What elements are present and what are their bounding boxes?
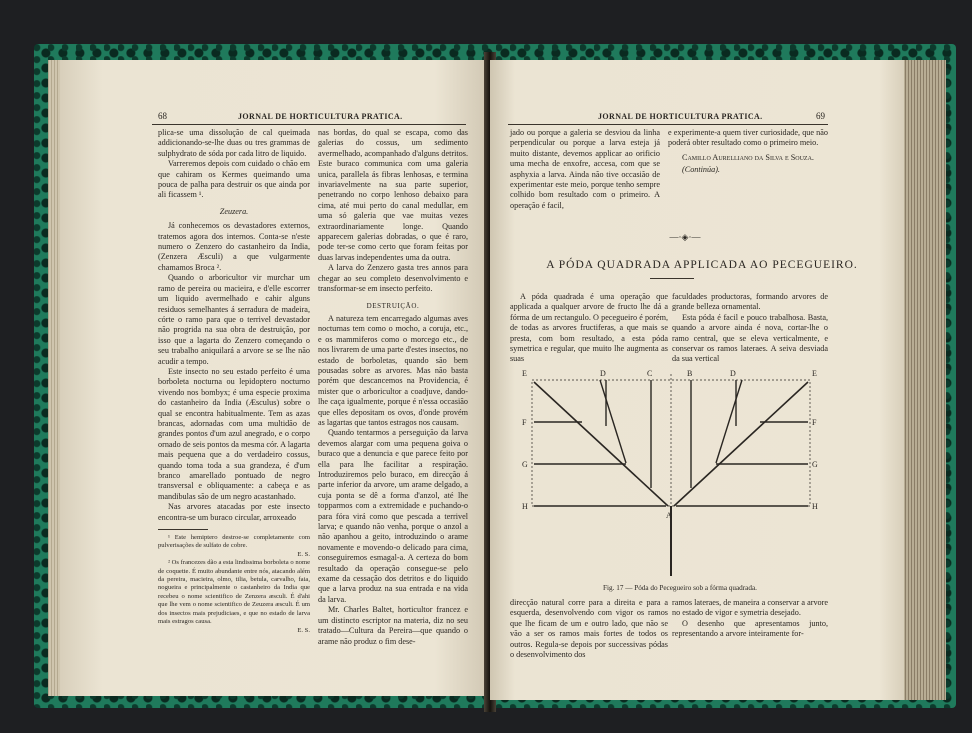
right-inner-branch (716, 380, 742, 463)
title-rule (650, 278, 694, 279)
figure-label-g: G (812, 460, 818, 469)
paragraph: A póda quadrada é uma operação que applicada a qualquer arvore de fructo lhe dá a fórma de um rectangulo. O pecegueiro é porém, de todas as arvores fructiferas, a que mais se presta, com bom resultado, a esta póda symetrica e regular, que muito lhe augmenta as suas (510, 292, 668, 364)
right-top-column-2 (668, 128, 828, 176)
left-page (60, 60, 486, 696)
right-page-edges (902, 60, 946, 700)
figure-label-e: E (522, 369, 527, 378)
figure-label-c: C (647, 369, 653, 378)
header-rule (508, 124, 828, 125)
article-column-1 (510, 292, 668, 365)
footnote-signature: E. S. (297, 550, 310, 558)
page-number: 68 (158, 111, 167, 121)
section-heading: DESTRUIÇÃO. (366, 301, 420, 310)
figure-label-d: D (600, 369, 606, 378)
ornament-divider: —·◈·— (669, 232, 701, 242)
paragraph: direcção natural corre para a direita e para a esquerda, desenvolvendo com vigor os ramos que lhe ficam de um e outro lado, que não se vão a ser os ramos mais fortes de todos os outros. Regula-se depois por successivas pódas o desenvolvimento dos (510, 598, 668, 660)
continua-note: (Continúa). (682, 165, 720, 175)
right-main-branch (674, 382, 808, 506)
paragraph: Quando o arboricultor vir murchar um ramo de pereira ou macieira, e d'elle escorrer um liquido avermelhado e cahir alguns residuos semelhantes á serradura de madeira, córte o ramo para que o terrivel devastador não progrida na sua obra de destruição, por isso que a lagarta do Zenzero começando o seu trabalho aniquilará a arvore se se lhe não acudir a tempo. (158, 273, 310, 366)
paragraph: e experimente-a quem tiver curiosidade, que não poderá obter resultado como o primeiro meio. (668, 128, 828, 148)
paragraph: Mr. Charles Baltet, horticultor francez e um distincto escriptor na materia, diz no seu tratado—Cultura da Pereira—que quando o arame não produz o fim dese- (318, 605, 468, 646)
article-title: A PÓDA QUADRADA APPLICADA AO PECEGUEIRO. (546, 259, 858, 271)
left-column-2 (318, 128, 468, 647)
left-column-1 (158, 128, 310, 635)
paragraph: faculdades productoras, formando arvores de grande belleza ornamental. (672, 292, 828, 312)
article-column-2 (672, 292, 828, 365)
footnote-signature: E. S. (297, 626, 310, 634)
paragraph: A natureza tem encarregado algumas aves nocturnas tem como o mocho, a coruja, etc., e os mammiferos como o morcego etc., de nos livrarem de uma parte d'estes insectos, no estado de borboletas, quando são bem pousadas sobre as arvores. Mas não basta porém que descancemos na Providencia, é mister que o arboricultor a coadjuve, dando-lhe caça igualmente, porque é n'essa occasião que elles depositam os ovos, d'onde provém as lagartas que tantos estragos nos causam. (318, 313, 468, 427)
paragraph: Varreremos depois com cuidado o chão em que cahiram os Kermes queimando uma pouca de palha para destruir os que ainda por ali ficassem ¹. (158, 159, 310, 200)
figure-label-h: H (812, 502, 818, 511)
paragraph: Este insecto no seu estado perfeito é uma borboleta nocturna ou lepidoptero nocturno vivendo nos bombyx; é uma especie proxima do castanheiro da India (Æsculus) sobre o qual se encontra habitualmente. Tem as azas brancas, adornadas com uma multidão de grandes pontos d'um azul anegrado, e o corpo ornado de seis pontos da mesma cór. A lagarta mais pequena que a do verdadeiro cossus, quando toma toda a sua grandeza, é d'um branco amarellado pontuado de negro transversal e obliquamente: a cabeça e as mandibulas são de um negro acastanhado. (158, 366, 310, 501)
figure-label-f: F (812, 418, 817, 427)
paragraph: Já conhecemos os devastadores externos, tratemos agora dos internos. Conta-se n'este numero o Zenzero do castanheiro da India, (Zenzera Æsculi) a que vulgarmente chamamos Broca ². (158, 221, 310, 272)
pruning-diagram (516, 366, 826, 580)
footnote: ¹ Este hemiptero destroe-se completamente com pulverisações de sulfato de cobre. (158, 534, 310, 550)
header-rule (152, 124, 466, 125)
figure-label-a: A (666, 511, 672, 520)
paragraph: nas bordas, do qual se escapa, como das galerias do cossus, um sedimento avermelhado, acompanhado d'alguns detritos. Este buraco communica com uma galeria unica, parallela ás fibras lenhosas, e termina invariavelmente na sua parte superior, penetrando no corpo lenhoso debaixo para cima, até mui perto do canal medullar, em uma só galeria que vae muitas vezes extraordinariamente longe. Quando apparecem galerias dobradas, o que é raro, pode ter-se como certo que foram feitas por duas larvas independentes uma da outra. (318, 128, 468, 262)
footnote: ² Os francezes dão a esta lindissima borboleta o nome de coquette. É muito abundante entre nós, atacando além da pereira, macieira, olmo, tilia, betula, carvalho, faia, nogueira e principalmente o castanheiro da India que recebeu o nome scientifico de Zenzera æsculi. É d'ahi que lhe vem o nome scientifico de Zeuzera æsculi. É um dos insectos mais prejudiciaes, e que no estado de larva mais estragos causa. (158, 559, 310, 626)
paragraph: Nas arvores atacadas por este insecto encontra-se um buraco circular, arroxeado (158, 502, 310, 522)
footnote-rule (158, 529, 208, 530)
running-head: JORNAL DE HORTICULTURA PRATICA. (598, 112, 763, 121)
page-number: 69 (816, 111, 825, 121)
left-main-branch (534, 382, 668, 506)
paragraph: A larva do Zenzero gasta tres annos para chegar ao seu completo desenvolvimento e transformar-se em insecto perfeito. (318, 263, 468, 294)
paragraph: jado ou porque a galeria se desviou da linha perpendicular ou porque a larva esteja já muito distante, devemos applicar ao orificio uma mecha de enxofre, accesa, com que se asphyxia a larva. Ainda não tive occasião de experimentar este meio, porque tenho sempre colhido bom resultado com o primeiro. A operação é facil, (510, 128, 660, 210)
paragraph: plica-se uma dissolução de cal queimada addicionando-se-lhe duas ou tres grammas de sulphydrato de sóda por cada litro de liquido. (158, 128, 310, 158)
figure-label-e: E (812, 369, 817, 378)
bottom-column-1 (510, 598, 668, 660)
section-heading: Zeuzera. (219, 206, 249, 216)
paragraph: Quando tentarmos a perseguição da larva devemos alargar com uma pequena goiva o buraco que a denuncia e que parece feito por ella para lhe facilitar a respiração. Introduziremos pelo buraco, em direcção á parte inferior da arvore, um arame delgado, a cuja ponta se dê a forma d'anzol, até lhe topparmos com a extremidade e puchando-o para fóra virá como que pescada a terrivel larva; e quando não venha, porque o anzol a não apanhou a geito, introduzindo o arame novamente e movendo-o delicado para cima, conseguiremos esmagal-a. A certeza do bom resultado da operação consegue-se pelo exame da cessação dos detritos e do liquido que a larva produz na sua entrada e na vida da larva. (318, 428, 468, 604)
author-signature: Camillo Aurelliano da Silva e Souza. (682, 152, 814, 162)
figure-label-f: F (522, 418, 527, 427)
footnotes (158, 534, 310, 635)
figure-label-g: G (522, 460, 528, 469)
figure-label-h: H (522, 502, 528, 511)
paragraph: ramos lateraes, de maneira a conservar a arvore no estado de vigor e symetria desejado. (672, 598, 828, 618)
running-head: JORNAL DE HORTICULTURA PRATICA. (238, 112, 403, 121)
bottom-column-2 (672, 598, 828, 640)
left-inner-branch (600, 380, 626, 463)
paragraph: O desenho que apresentamos junto, representando a arvore inteiramente for- (672, 618, 828, 639)
figure-caption: Fig. 17 — Póda do Pecegueiro sob a fórma quadrada. (603, 584, 757, 592)
figure-label-b: B (687, 369, 693, 378)
figure-label-d: D (730, 369, 736, 378)
right-top-column-1 (510, 128, 660, 211)
paragraph: Esta póda é facil e pouco trabalhosa. Basta, quando a arvore ainda é nova, cortar-lhe o ramo central, que se eleva verticalmente, e conservar os ramos lateraes. A seiva desviada da sua vertical (672, 312, 828, 364)
right-page (490, 60, 904, 700)
